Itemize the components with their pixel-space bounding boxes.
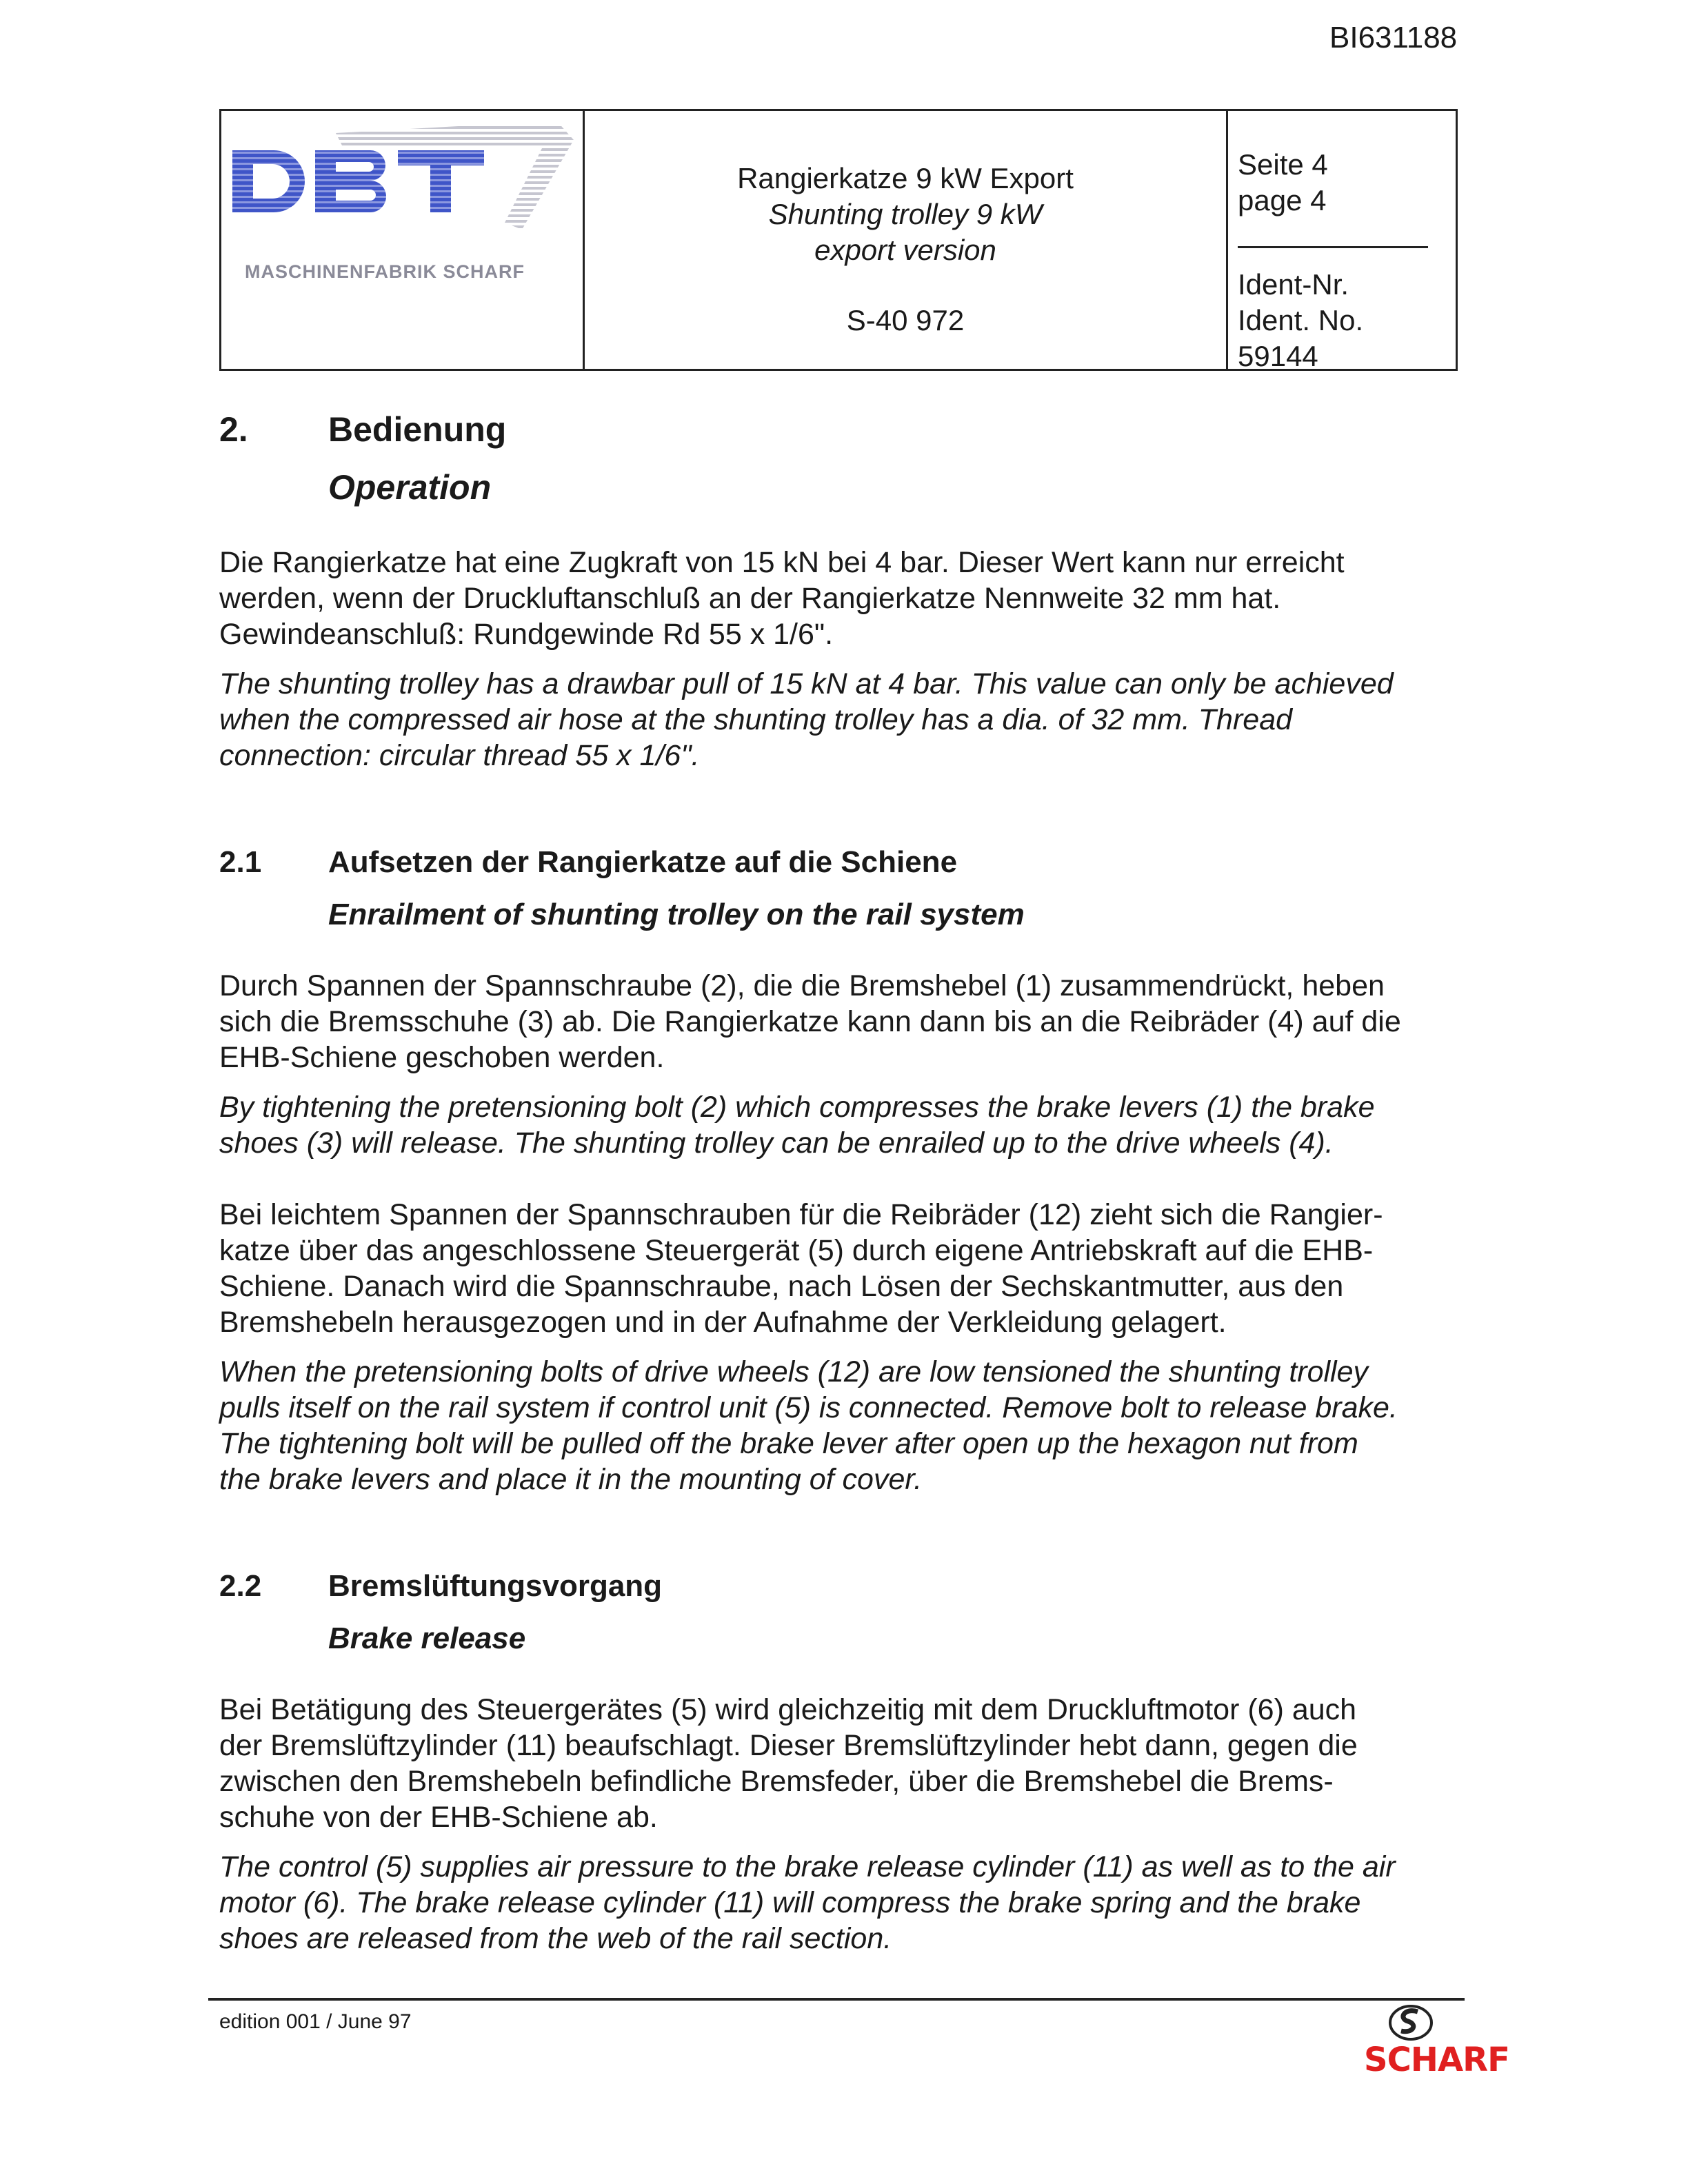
section-2-1-paragraph-de-1 xyxy=(219,968,1474,1075)
text-line: Bei Betätigung des Steuergerätes (5) wird gleichzeitig mit dem Druckluftmotor (6) auch xyxy=(219,1693,1357,1726)
footer-divider xyxy=(208,1998,1465,2001)
scharf-emblem-icon xyxy=(1363,1998,1459,2046)
text-line: shoes are released from the web of the rail section. xyxy=(219,1922,892,1955)
title-en-line1: Shunting trolley 9 kW xyxy=(768,198,1043,230)
page-label-en: page 4 xyxy=(1238,184,1327,216)
logo-subtitle: MASCHINENFABRIK SCHARF xyxy=(245,261,525,282)
section-2-paragraph-en xyxy=(219,666,1474,774)
text-line: The tightening bolt will be pulled off the brake lever after open up the hexagon nut from xyxy=(219,1427,1358,1460)
text-line: shoes (3) will release. The shunting trolley can be enrailed up to the drive wheels (4). xyxy=(219,1126,1334,1160)
section-2-1-number: 2.1 xyxy=(219,845,262,879)
scharf-logo-text: SCHARF xyxy=(1364,2041,1509,2079)
section-2-1-paragraph-en-1 xyxy=(219,1089,1474,1161)
text-line: Die Rangierkatze hat eine Zugkraft von 15 kN bei 4 bar. Dieser Wert kann nur erreicht xyxy=(219,546,1345,579)
ident-label-en: Ident. No. xyxy=(1238,304,1364,336)
text-line: Durch Spannen der Spannschraube (2), die die Bremshebel (1) zusammendrückt, heben xyxy=(219,969,1385,1002)
text-line: pulls itself on the rail system if control unit (5) is connected. Remove bolt to release brake. xyxy=(219,1391,1398,1424)
text-line: the brake levers and place it in the mounting of cover. xyxy=(219,1463,923,1496)
dbt-logo xyxy=(232,126,577,388)
text-line: sich die Bremsschuhe (3) ab. Die Rangierkatze kann dann bis an die Reibräder (4) auf die xyxy=(219,1005,1401,1038)
text-line: der Bremslüftzylinder (11) beaufschlagt. Dieser Bremslüftzylinder hebt dann, gegen die xyxy=(219,1729,1358,1762)
text-line: When the pretensioning bolts of drive wheels (12) are low tensioned the shunting trolley xyxy=(219,1355,1369,1388)
text-line: when the compressed air hose at the shunting trolley has a dia. of 32 mm. Thread xyxy=(219,703,1293,736)
section-2-2-title-en: Brake release xyxy=(328,1621,526,1655)
text-line: katze über das angeschlossene Steuergerät (5) durch eigene Antriebskraft auf die EHB- xyxy=(219,1234,1374,1267)
dbt-logo-graphic xyxy=(232,126,577,250)
text-line: EHB-Schiene geschoben werden. xyxy=(219,1041,665,1074)
section-2-1-title-de: Aufsetzen der Rangierkatze auf die Schiene xyxy=(328,845,958,879)
section-2-2-title-de: Bremslüftungsvorgang xyxy=(328,1569,663,1603)
text-line: schuhe von der EHB-Schiene ab. xyxy=(219,1801,658,1834)
text-line: The shunting trolley has a drawbar pull of 15 kN at 4 bar. This value can only be achieved xyxy=(219,667,1394,700)
footer-edition: edition 001 / June 97 xyxy=(219,2010,412,2033)
text-line: Schiene. Danach wird die Spannschraube, nach Lösen der Sechskantmutter, aus den xyxy=(219,1270,1344,1303)
section-2-2-number: 2.2 xyxy=(219,1569,262,1603)
section-2-1-paragraph-en-2 xyxy=(219,1354,1474,1497)
title-de: Rangierkatze 9 kW Export xyxy=(737,162,1074,194)
section-2-2-paragraph-en xyxy=(219,1849,1474,1957)
text-line: connection: circular thread 55 x 1/6". xyxy=(219,739,700,772)
section-2-title-en: Operation xyxy=(328,468,492,507)
header-logo-cell xyxy=(221,111,585,369)
text-line: Gewindeanschluß: Rundgewinde Rd 55 x 1/6". xyxy=(219,618,834,651)
ident-label-de: Ident-Nr. xyxy=(1238,268,1349,301)
text-line: Bei leichtem Spannen der Spannschrauben für die Reibräder (12) zieht sich die Rangier- xyxy=(219,1198,1383,1231)
text-line: zwischen den Bremshebeln befindliche Bremsfeder, über die Bremshebel die Brems- xyxy=(219,1765,1334,1798)
page-divider xyxy=(1238,246,1428,248)
document-id: BI631188 xyxy=(1329,21,1458,54)
section-2-title-de: Bedienung xyxy=(328,410,507,449)
text-line: Bremshebeln herausgezogen und in der Aufnahme der Verkleidung gelagert. xyxy=(219,1306,1227,1339)
section-2-2-paragraph-de xyxy=(219,1692,1474,1835)
text-line: By tightening the pretensioning bolt (2) which compresses the brake levers (1) the brake xyxy=(219,1091,1375,1124)
page-label-de: Seite 4 xyxy=(1238,148,1328,181)
header-page-cell xyxy=(1228,111,1456,372)
ident-number: 59144 xyxy=(1238,340,1318,372)
section-2-paragraph-de xyxy=(219,545,1474,652)
doc-number: S-40 972 xyxy=(846,304,965,336)
header-title-cell xyxy=(585,111,1228,369)
header-table xyxy=(219,109,1458,371)
section-2-number: 2. xyxy=(219,410,248,449)
text-line: motor (6). The brake release cylinder (11) will compress the brake spring and the brake xyxy=(219,1886,1361,1919)
section-2-1-paragraph-de-2 xyxy=(219,1197,1474,1340)
text-line: werden, wenn der Druckluftanschluß an der Rangierkatze Nennweite 32 mm hat. xyxy=(219,582,1281,615)
text-line: The control (5) supplies air pressure to the brake release cylinder (11) as well as to the air xyxy=(219,1850,1396,1883)
section-2-1-title-en: Enrailment of shunting trolley on the rail system xyxy=(328,898,1025,931)
title-en-line2: export version xyxy=(814,234,996,266)
